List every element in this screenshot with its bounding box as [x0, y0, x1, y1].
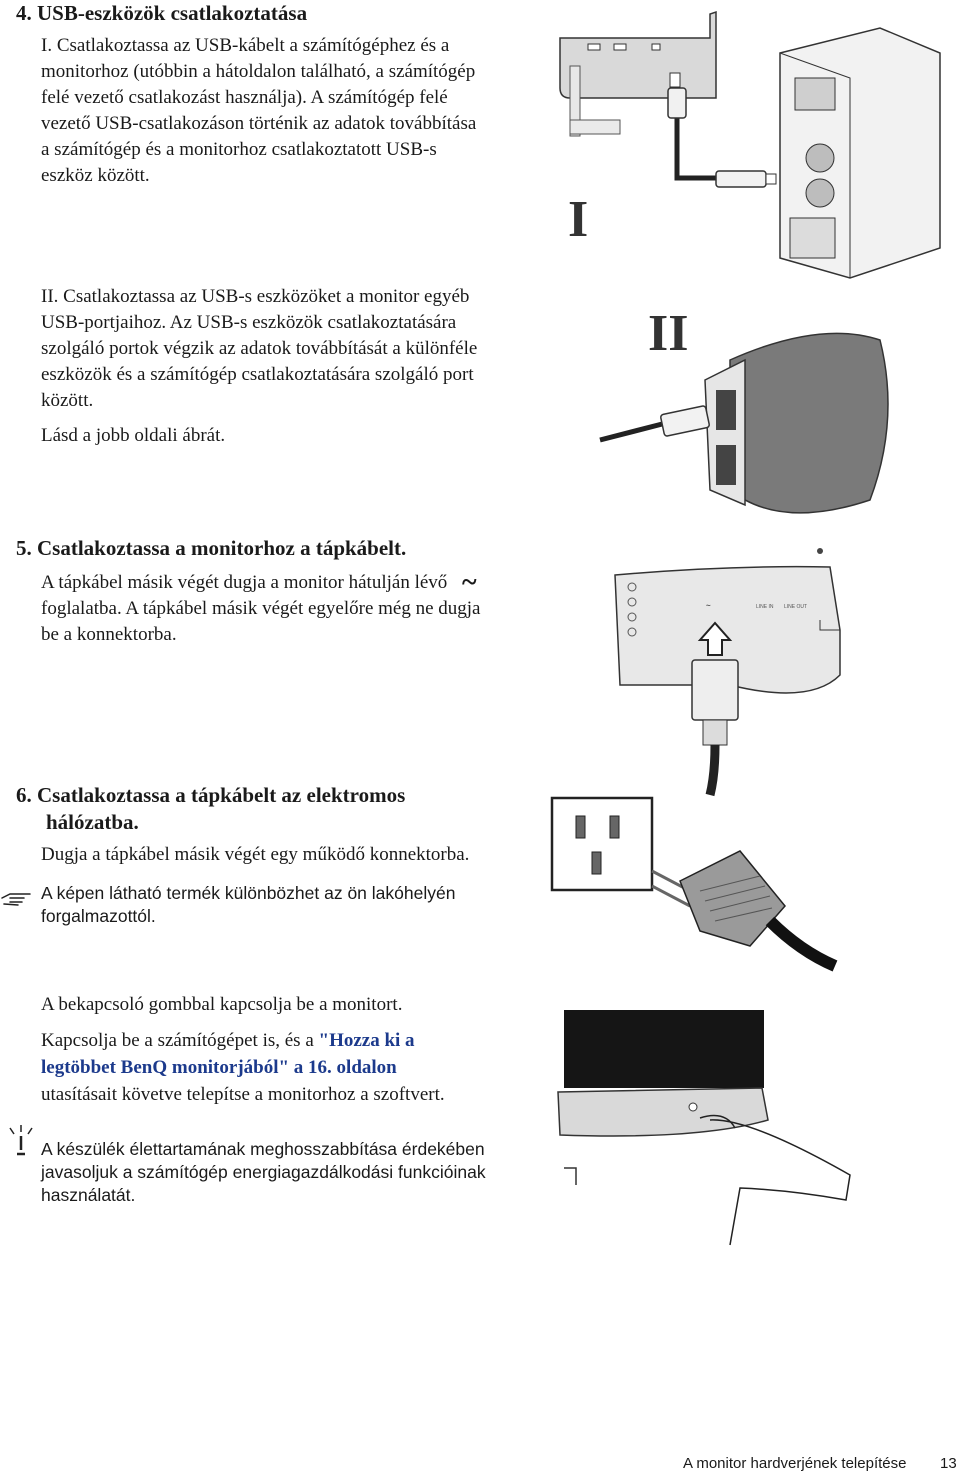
figure-2-label: II [648, 305, 689, 362]
section-6-heading-line-1: 6. Csatlakoztassa a tápkábelt az elektromos [16, 783, 406, 807]
text-line: eszközök és a számítógép csatlakoztatására szolgáló port [41, 364, 474, 385]
lightbulb-icon [4, 1124, 38, 1158]
power-on-line-4: utasításait követve telepítse a monitorhoz a szoftvert. [41, 1084, 445, 1105]
power-cable-figure [610, 545, 910, 795]
text-line: USB-portjaihoz. Az USB-s eszközök csatlakoztatására [41, 312, 457, 333]
power-button-figure [550, 1010, 860, 1250]
benq-guide-link[interactable]: "Hozza ki a [318, 1030, 415, 1051]
text-line: foglalatba. A tápkábel másik végét egyelőre még ne dugja [41, 598, 481, 619]
text-line: be a konnektorba. [41, 624, 177, 645]
page-number: 13 [940, 1455, 957, 1472]
outlet-instruction: Dugja a tápkábel másik végét egy működő konnektorba. [41, 844, 470, 865]
outlet-plug-figure [550, 796, 840, 976]
usb-downstream-figure [600, 300, 900, 530]
figure-1-label: I [568, 191, 589, 248]
text-line: II. Csatlakoztassa az USB-s eszközöket a monitor egyéb [41, 286, 470, 307]
section-6-heading-line-2: hálózatba. [46, 810, 139, 834]
text-line: I. Csatlakoztassa az USB-kábelt a számítógéphez és a [41, 35, 450, 56]
ac-symbol: ~ [462, 567, 477, 598]
product-note [41, 882, 455, 928]
benq-guide-link-continued[interactable]: legtöbbet BenQ monitorjából" a 16. oldalon [41, 1057, 397, 1078]
usb-step-1-text [41, 33, 476, 189]
power-saving-tip [41, 1138, 486, 1207]
power-on-line-1: A bekapcsoló gombbal kapcsolja be a monitort. [41, 994, 403, 1015]
line-in-label: LINE IN [756, 604, 774, 610]
text-line: eszköz között. [41, 165, 150, 186]
section-5-heading: 5. Csatlakoztassa a monitorhoz a tápkábelt. [16, 536, 407, 560]
text-line: között. [41, 390, 94, 411]
see-right-text: Lásd a jobb oldali ábrát. [41, 425, 226, 446]
text-line: A készülék élettartamának meghosszabbítása érdekében [41, 1139, 485, 1159]
text-line: a számítógép és a monitorhoz csatlakoztatott USB-s [41, 139, 437, 160]
text-line: vezető USB-csatlakozáson történik az adatok továbbítása [41, 113, 477, 134]
text-line [41, 567, 481, 596]
text-line: használatát. [41, 1185, 136, 1205]
power-cable-text [41, 567, 481, 648]
line-out-label: LINE OUT [784, 604, 808, 610]
section-4-heading: 4. USB-eszközök csatlakoztatása [16, 1, 308, 25]
text-line-part: Kapcsolja be a számítógépet is, és a [41, 1030, 319, 1051]
text-line: javasoljuk a számítógép energiagazdálkodási funkcióinak [41, 1162, 486, 1182]
power-on-line-2 [41, 1028, 415, 1054]
text-line: felé vezető csatlakozást használja). A számítógép felé [41, 87, 448, 108]
svg-text:~: ~ [706, 601, 711, 610]
usb-step-2-text [41, 284, 477, 414]
text-line: forgalmazottól. [41, 906, 156, 926]
text-line-part: A tápkábel másik végét dugja a monitor hátulján lévő [41, 572, 448, 593]
pointing-hand-icon [0, 886, 34, 908]
text-line: monitorhoz (utóbbin a hátoldalon található, a számítógép [41, 61, 476, 82]
text-line: A képen látható termék különbözhet az ön lakóhelyén [41, 883, 456, 903]
usb-upstream-figure [540, 8, 950, 288]
text-line: szolgáló portok végzik az adatok továbbítását a különféle [41, 338, 478, 359]
footer-title: A monitor hardverjének telepítése [683, 1455, 907, 1472]
